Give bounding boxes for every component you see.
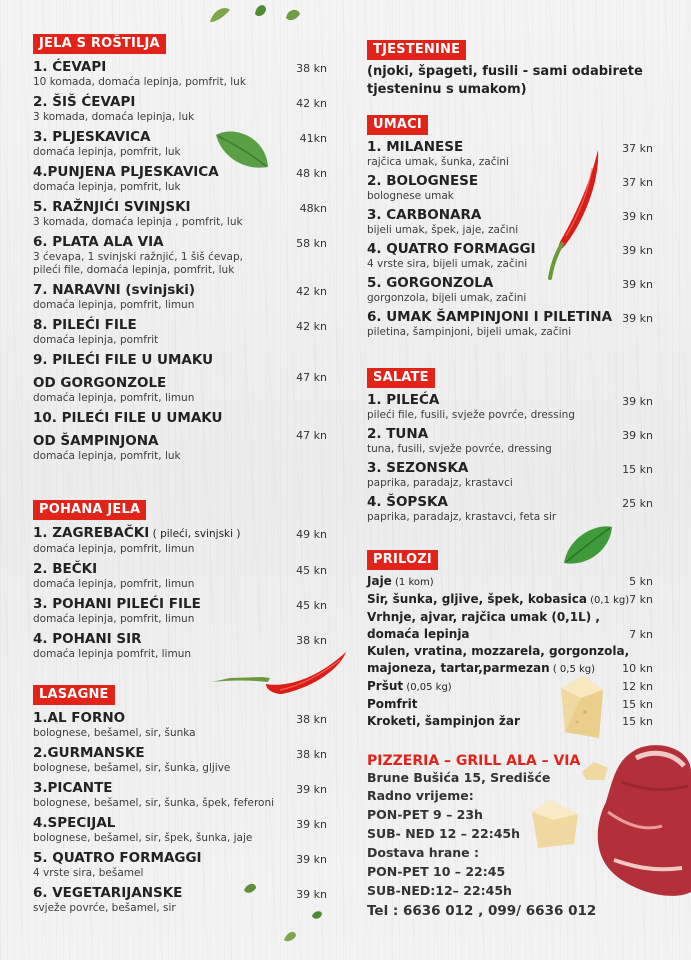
- side-dish-price: 12 kn: [622, 680, 653, 693]
- menu-item: [33, 233, 333, 277]
- item-description: tuna, fusili, svježe povrće, dressing: [367, 443, 552, 455]
- item-name-text: 10. PILEĆI FILE U UMAKU: [33, 410, 223, 426]
- item-description: rajčica umak, šunka, začini: [367, 156, 509, 168]
- item-price: 39 kn: [296, 783, 327, 796]
- item-name-text: 2. BOLOGNESE: [367, 173, 479, 189]
- pizzeria-title: PIZZERIA – GRILL ALA – VIA: [367, 753, 581, 769]
- item-name: [367, 206, 659, 224]
- item-name-text: 5. QUATRO FORMAGGI: [33, 850, 202, 866]
- item-price: 47 kn: [296, 371, 327, 384]
- item-name: [33, 849, 333, 867]
- item-price: 25 kn: [622, 497, 653, 510]
- item-name: [367, 493, 659, 511]
- item-name: [33, 316, 333, 334]
- item-price: 49 kn: [296, 528, 327, 541]
- item-name: [33, 595, 333, 613]
- item-price: 41kn: [299, 132, 327, 145]
- item-price: 39 kn: [622, 210, 653, 223]
- side-dish-item: [367, 627, 659, 642]
- item-price: 37 kn: [622, 142, 653, 155]
- item-description: 4 vrste sira, bešamel: [33, 867, 144, 879]
- item-description: svježe povrće, bešamel, sir: [33, 902, 176, 914]
- menu-item: [33, 560, 333, 591]
- side-dish-name: [367, 627, 659, 642]
- item-description: 3 komada, domaća lepinja , pomfrit, luk: [33, 216, 243, 228]
- item-name: [33, 128, 333, 146]
- item-name: [367, 391, 659, 409]
- side-dish-price: 15 kn: [622, 715, 653, 728]
- item-name-text: 1.AL FORNO: [33, 710, 126, 726]
- item-description: gorgonzola, bijeli umak, začini: [367, 292, 527, 304]
- item-name: [33, 630, 333, 648]
- item-price: 15 kn: [622, 463, 653, 476]
- menu-item: [33, 93, 333, 124]
- side-dish-price: 15 kn: [622, 698, 653, 711]
- section-title: SALATE: [367, 368, 435, 388]
- item-name-text: 3. POHANI PILEĆI FILE: [33, 596, 201, 612]
- side-dish-note: (0,05 kg): [403, 682, 452, 693]
- menu-item: [367, 459, 659, 490]
- item-name: [367, 240, 659, 258]
- item-name-text: 1. ZAGREBAČKI: [33, 525, 150, 541]
- menu-item: [33, 524, 333, 556]
- item-name: [33, 524, 333, 543]
- item-price: 48 kn: [296, 167, 327, 180]
- menu-item: [367, 274, 659, 305]
- item-price: 38 kn: [296, 748, 327, 761]
- item-name-text: 4. QUATRO FORMAGGI: [367, 241, 536, 257]
- delivery-weekday: PON-PET 10 – 22:45: [367, 864, 506, 879]
- item-price: 48kn: [299, 202, 327, 215]
- item-price: 39 kn: [622, 429, 653, 442]
- menu-item: [33, 709, 333, 740]
- section-title: JELA S ROŠTILJA: [33, 34, 166, 54]
- item-name: [33, 560, 333, 578]
- section-title: PRILOZI: [367, 550, 438, 570]
- item-name-text: 5. RAŽNJIĆI SVINJSKI: [33, 199, 191, 215]
- section-salate: [367, 366, 659, 524]
- item-name-text: 3. PLJESKAVICA: [33, 129, 151, 145]
- item-name-text: 1. PILEĆA: [367, 392, 440, 408]
- side-dish-price: 10 kn: [622, 662, 653, 675]
- item-description: domaća lepinja, pomfrit, limun: [33, 613, 195, 625]
- side-dish-name-text: Jaje: [367, 574, 392, 588]
- item-name: [33, 58, 333, 76]
- item-description: domaća lepinja, pomfrit, limun: [33, 578, 195, 590]
- item-price: 37 kn: [622, 176, 653, 189]
- item-price: 39 kn: [296, 888, 327, 901]
- chili-pepper-icon: [210, 650, 350, 695]
- menu-item: [33, 779, 333, 810]
- item-name: [367, 274, 659, 292]
- section-prilozi: [367, 548, 659, 729]
- item-name-text: 5. GORGONZOLA: [367, 275, 494, 291]
- side-dish-note: (0,1 kg): [586, 595, 630, 606]
- item-name: [33, 709, 333, 727]
- item-name-text: 8. PILEĆI FILE: [33, 317, 137, 333]
- menu-item: [33, 198, 333, 229]
- menu-item: [367, 138, 659, 169]
- side-dish-note: ( 0,5 kg): [549, 664, 596, 675]
- section-title: UMACI: [367, 115, 428, 135]
- item-name: [367, 308, 659, 326]
- side-dish-name-text: Sir, šunka, gljive, špek, kobasica: [367, 592, 587, 606]
- item-name-text: 6. PLATA ALA VIA: [33, 234, 164, 250]
- item-name: [33, 281, 333, 299]
- hours-weekend: SUB- NED 12 – 22:45h: [367, 826, 520, 841]
- item-description: domaća lepinja, pomfrit, limun: [33, 543, 195, 555]
- item-price: 38 kn: [296, 634, 327, 647]
- side-dish-name-text: Pršut: [367, 679, 404, 693]
- menu-item: [33, 58, 333, 89]
- item-name-line2: OD GORGONZOLE: [33, 375, 167, 391]
- menu-item: [33, 128, 333, 159]
- side-dish-item: [367, 661, 659, 677]
- item-note: ( pileći, svinjski ): [149, 528, 241, 540]
- side-dish-item: [367, 644, 659, 659]
- item-price: 39 kn: [622, 278, 653, 291]
- hours-label: Radno vrijeme:: [367, 788, 474, 803]
- delivery-weekend: SUB-NED:12– 22:45h: [367, 883, 512, 898]
- item-price: 38 kn: [296, 62, 327, 75]
- parmesan-cheese-icon: [528, 798, 582, 850]
- menu-item: [367, 240, 659, 271]
- side-dish-item: [367, 610, 659, 625]
- prosciutto-icon: [592, 742, 691, 902]
- pizzeria-address: Brune Bušića 15, Središće: [367, 770, 551, 785]
- item-name-text: 2.GURMANSKE: [33, 745, 145, 761]
- section-tjestenine: [367, 38, 659, 99]
- item-description: pileći file, fusili, svježe povrće, dressing: [367, 409, 575, 421]
- item-description: 10 komada, domaća lepinja, pomfrit, luk: [33, 76, 246, 88]
- item-description: domaća lepinja, pomfrit, limun: [33, 392, 195, 404]
- side-dish-name-text: Kulen, vratina, mozzarela, gorgonzola,: [367, 644, 630, 658]
- side-dish-name: [367, 574, 659, 590]
- section-pohana-jela: [33, 498, 333, 661]
- item-name: [367, 138, 659, 156]
- item-name: [33, 814, 333, 832]
- side-dish-name: [367, 661, 659, 677]
- item-name-text: 6. VEGETARIJANSKE: [33, 885, 183, 901]
- side-dish-price: 7 kn: [629, 628, 653, 641]
- side-dish-note: (1 kom): [391, 577, 434, 588]
- side-dish-name: [367, 679, 659, 695]
- side-dish-name: [367, 610, 659, 625]
- side-dish-name-text: Kroketi, šampinjon žar: [367, 714, 520, 728]
- item-description: domaća lepinja, pomfrit: [33, 334, 159, 346]
- item-description: 3 komada, domaća lepinja, luk: [33, 111, 195, 123]
- item-description: domaća lepinja, pomfrit, luk: [33, 450, 181, 462]
- menu-item: [367, 308, 659, 339]
- menu-item: [33, 744, 333, 775]
- telephone: Tel : 6636 012 , 099/ 6636 012: [367, 903, 597, 919]
- item-name-text: 6. UMAK ŠAMPINJONI I PILETINA: [367, 309, 613, 325]
- item-name: [33, 409, 333, 427]
- menu-item: [367, 425, 659, 456]
- item-name-text: 7. NARAVNI (svinjski): [33, 282, 196, 298]
- parmesan-cheese-icon: [555, 672, 607, 742]
- item-description: domaća lepinja, pomfrit, luk: [33, 181, 181, 193]
- side-dish-item: [367, 714, 659, 729]
- item-name-text: 4.PUNJENA PLJESKAVICA: [33, 164, 219, 180]
- item-price: 42 kn: [296, 320, 327, 333]
- side-dish-name: [367, 644, 659, 659]
- item-name-text: 4.SPECIJAL: [33, 815, 116, 831]
- chili-pepper-icon: [546, 148, 604, 280]
- item-name-text: 2. TUNA: [367, 426, 429, 442]
- side-dish-name-text: Pomfrit: [367, 697, 418, 711]
- side-dish-item: [367, 679, 659, 695]
- side-dish-item: [367, 592, 659, 608]
- menu-item: [367, 172, 659, 203]
- item-name: [33, 198, 333, 216]
- side-dish-item: [367, 697, 659, 712]
- section-umaci: [367, 113, 659, 339]
- item-description: domaća lepinja, pomfrit, luk: [33, 146, 181, 158]
- item-description: bolognese umak: [367, 190, 454, 202]
- side-dish-name: [367, 592, 659, 608]
- item-name-text: 4. POHANI SIR: [33, 631, 142, 647]
- menu-item: [33, 316, 333, 347]
- side-dish-name-text: majoneza, tartar,parmezan: [367, 661, 550, 675]
- item-name-text: 2. BEČKI: [33, 561, 98, 577]
- item-description: bolognese, bešamel, sir, špek, šunka, jaje: [33, 832, 253, 844]
- item-description: 4 vrste sira, bijeli umak, začini: [367, 258, 528, 270]
- item-name: [33, 351, 333, 369]
- side-dish-name-text: Vrhnje, ajvar, rajčica umak (0,1L) ,: [367, 610, 600, 624]
- item-description: bolognese, bešamel, sir, šunka, špek, feferoni: [33, 797, 275, 809]
- side-dish-name-text: domaća lepinja: [367, 627, 470, 641]
- item-name-text: 3.PICANTE: [33, 780, 113, 796]
- item-price: 39 kn: [622, 395, 653, 408]
- section-title: TJESTENINE: [367, 40, 466, 60]
- item-price: 42 kn: [296, 97, 327, 110]
- item-description: 3 ćevapa, 1 svinjski ražnjić, 1 šiš ćevap,: [33, 251, 243, 263]
- menu-item: [367, 206, 659, 237]
- side-dish-name: [367, 714, 659, 729]
- item-description: piletina, šampinjoni, bijeli umak, začini: [367, 326, 572, 338]
- item-description-line2: pileći file, domaća lepinja, pomfrit, luk: [33, 264, 235, 276]
- basil-leaf-icon: [562, 523, 614, 567]
- item-description: paprika, paradajz, krastavci, feta sir: [367, 511, 557, 523]
- item-name: [33, 233, 333, 251]
- item-name-text: 3. SEZONSKA: [367, 460, 469, 476]
- section-jela-s-rostilja: [33, 32, 333, 463]
- item-name: [33, 779, 333, 797]
- item-price: 58 kn: [296, 237, 327, 250]
- item-description: bolognese, bešamel, sir, šunka: [33, 727, 196, 739]
- section-title: LASAGNE: [33, 685, 115, 705]
- item-name: [367, 172, 659, 190]
- item-price: 39 kn: [296, 853, 327, 866]
- item-name-text: 9. PILEĆI FILE U UMAKU: [33, 352, 214, 368]
- side-dish-name: [367, 697, 659, 712]
- menu-item: [33, 163, 333, 194]
- basil-leaf-icon: [200, 0, 310, 30]
- item-description: domaća lepinja, pomfrit, limun: [33, 299, 195, 311]
- delivery-label: Dostava hrane :: [367, 845, 479, 860]
- tjestenine-subtitle-line1: (njoki, špageti, fusili - sami odabirete: [367, 64, 643, 79]
- item-name-line2: OD ŠAMPINJONA: [33, 433, 159, 449]
- menu-item: [33, 409, 333, 463]
- item-price: 39 kn: [296, 818, 327, 831]
- item-price: 38 kn: [296, 713, 327, 726]
- item-name: [367, 459, 659, 477]
- basil-leaf-icon: [214, 127, 270, 173]
- menu-item: [33, 849, 333, 880]
- menu-item: [33, 814, 333, 845]
- item-description: bolognese, bešamel, sir, šunka, gljive: [33, 762, 231, 774]
- item-price: 45 kn: [296, 564, 327, 577]
- item-name-text: 2. ŠIŠ ĆEVAPI: [33, 94, 136, 110]
- item-description: paprika, paradajz, krastavci: [367, 477, 513, 489]
- side-dish-price: 7 kn: [629, 593, 653, 606]
- hours-weekday: PON-PET 9 – 23h: [367, 807, 483, 822]
- menu-item: [367, 391, 659, 422]
- side-dish-item: [367, 574, 659, 590]
- item-description: bijeli umak, špek, jaje, začini: [367, 224, 519, 236]
- item-name-text: 1. ĆEVAPI: [33, 59, 107, 75]
- item-name: [33, 744, 333, 762]
- item-name: [367, 425, 659, 443]
- menu-item: [33, 595, 333, 626]
- item-name: [33, 93, 333, 111]
- basil-leaf-icon: [224, 880, 334, 960]
- menu-item: [33, 281, 333, 312]
- item-name-text: 3. CARBONARA: [367, 207, 482, 223]
- tjestenine-subtitle-line2: tjesteninu s umakom): [367, 82, 527, 97]
- item-name-text: 4. ŠOPSKA: [367, 494, 448, 510]
- section-title: POHANA JELA: [33, 500, 146, 520]
- item-price: 42 kn: [296, 285, 327, 298]
- item-price: 45 kn: [296, 599, 327, 612]
- item-price: 39 kn: [622, 244, 653, 257]
- menu-item: [367, 493, 659, 524]
- item-price: 47 kn: [296, 429, 327, 442]
- menu-item: [33, 351, 333, 405]
- item-name: [33, 163, 333, 181]
- item-description: domaća lepinja pomfrit, limun: [33, 648, 192, 660]
- side-dish-price: 5 kn: [629, 575, 653, 588]
- item-price: 39 kn: [622, 312, 653, 325]
- item-name-text: 1. MILANESE: [367, 139, 464, 155]
